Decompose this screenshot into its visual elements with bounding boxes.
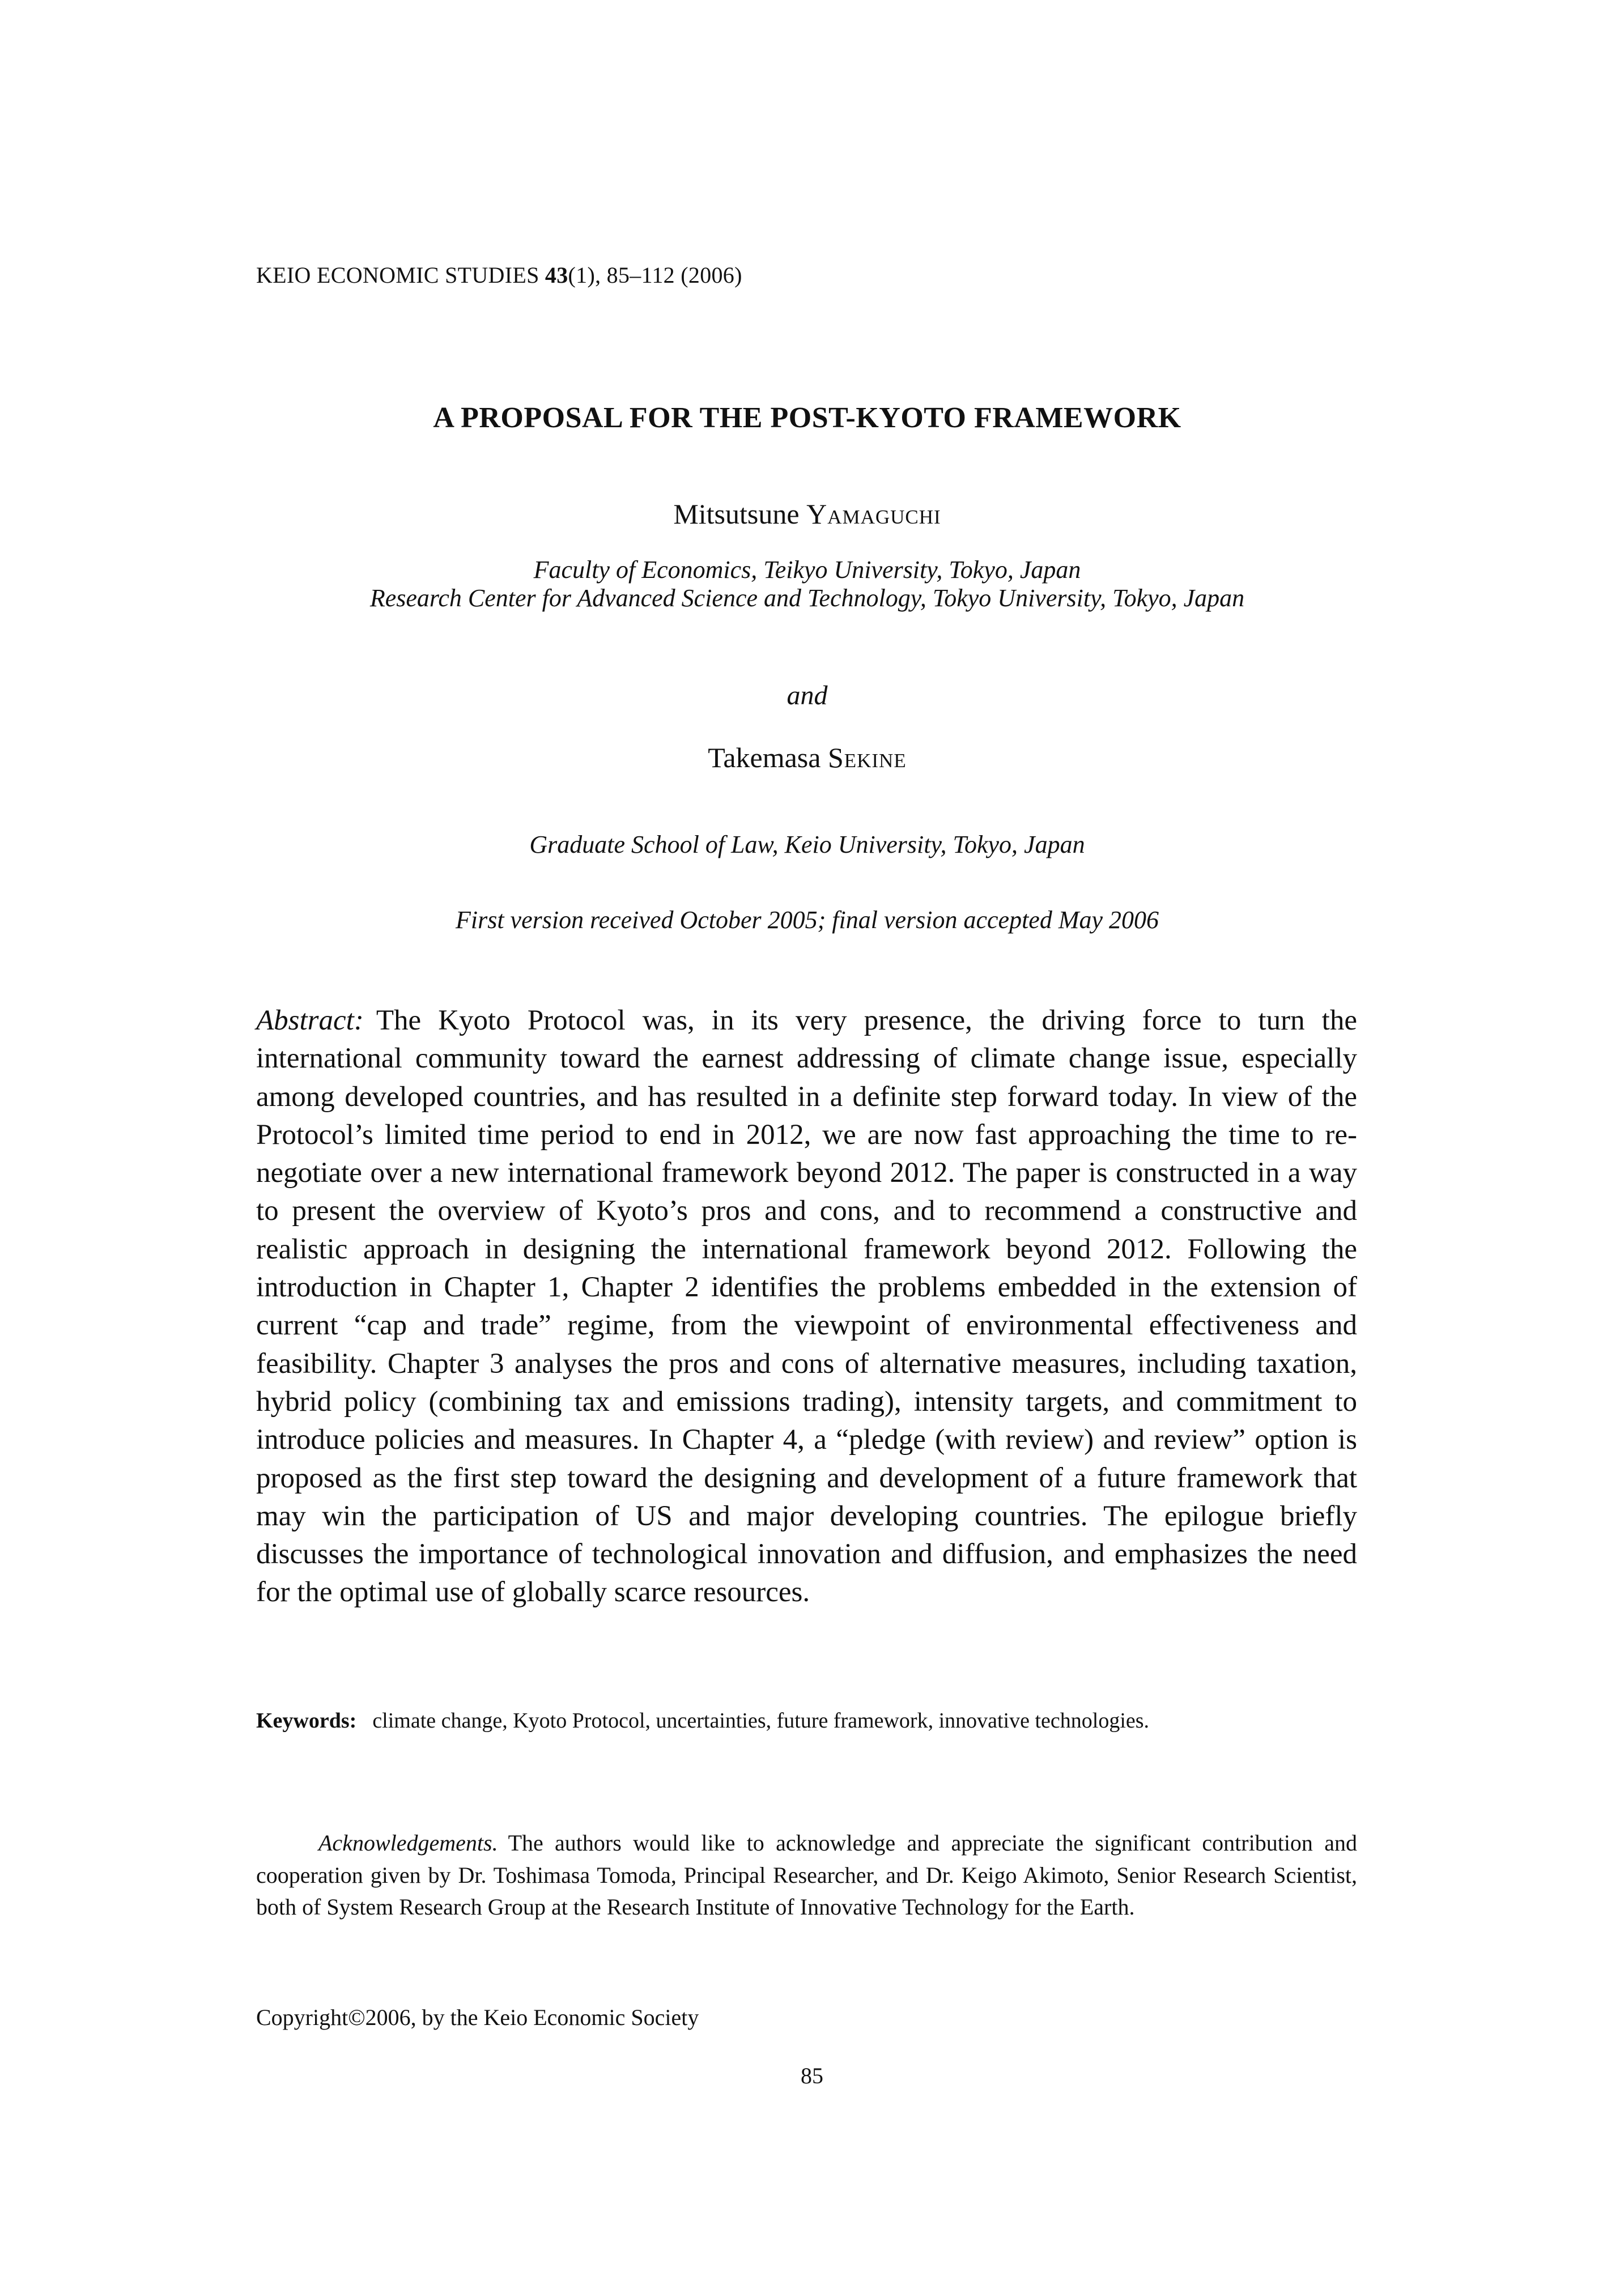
abstract-label: Abstract: <box>256 1005 364 1036</box>
acknowledgements-text: The authors would like to acknowledge and appreciate the significant contribution and cooperation given by Dr. Toshimasa Tomoda, Principal Researcher, and Dr. Keigo Akimoto, Senior Research Scientist, both of System Research Group at the Research Institute of Innovative Technology for the Earth. <box>256 1830 1357 1920</box>
author-2-given-name: Takemasa <box>708 742 828 773</box>
abstract <box>256 1002 1357 1612</box>
journal-citation <box>256 262 742 288</box>
author-1-family-name: Yamaguchi <box>806 498 941 530</box>
author-1-given-name: Mitsutsune <box>673 498 807 530</box>
author-1-affiliation-2: Research Center for Advanced Science and Technology, Tokyo University, Tokyo, Japan <box>369 584 1245 612</box>
keywords <box>256 1708 1358 1733</box>
acknowledgements-label: Acknowledgements. <box>318 1830 498 1856</box>
journal-issue-pages: (1), 85–112 (2006) <box>568 262 742 288</box>
received-dates: First version received October 2005; final version accepted May 2006 <box>455 906 1159 934</box>
journal-name: KEIO ECONOMIC STUDIES <box>256 262 545 288</box>
keywords-label: Keywords: <box>256 1709 357 1733</box>
author-1 <box>256 497 1358 530</box>
abstract-text: The Kyoto Protocol was, in its very presence, the driving force to turn the international community toward the earnest addressing of climate change issue, especially among developed countries, and has resulted in a definite step forward today. In view of the Protocol’s limited time period to end in 2012, we are now fast approaching the time to re-negotiate over a new international framework beyond 2012. The paper is constructed in a way to present the overview of Kyoto’s pros and cons, and to recommend a constructive and realistic approach in designing the international framework beyond 2012. Following the introduction in Chapter 1, Chapter 2 identifies the problems embedded in the extension of current “cap and trade” regime, from the viewpoint of environmental effectiveness and feasibility. Chapter 3 analyses the pros and cons of alternative measures, including taxation, hybrid policy (combining tax and emissions trading), intensity targets, and commitment to introduce policies and measures. In Chapter 4, a “pledge (with review) and review” option is proposed as the first step toward the designing and development of a future framework that may win the participation of US and major developing countries. The epilogue briefly discusses the importance of technological innovation and diffusion, and emphasizes the need for the optimal use of globally scarce resources. <box>256 1005 1357 1609</box>
author-2-affiliation-1: Graduate School of Law, Keio University, Tokyo, Japan <box>529 831 1085 858</box>
author-conjunction: and <box>787 680 828 711</box>
author-1-affiliation-1: Faculty of Economics, Teikyo University, Tokyo, Japan <box>533 556 1081 584</box>
page-number: 85 <box>801 2063 823 2088</box>
author-2-family-name: Sekine <box>827 742 907 773</box>
journal-volume: 43 <box>545 262 568 288</box>
paper-title: A PROPOSAL FOR THE POST-KYOTO FRAMEWORK <box>433 402 1181 434</box>
author-2 <box>256 741 1358 774</box>
acknowledgements <box>256 1827 1357 1924</box>
copyright-notice: Copyright©2006, by the Keio Economic Society <box>256 2005 699 2030</box>
keywords-text: climate change, Kyoto Protocol, uncertainties, future framework, innovative technologies. <box>372 1709 1150 1733</box>
